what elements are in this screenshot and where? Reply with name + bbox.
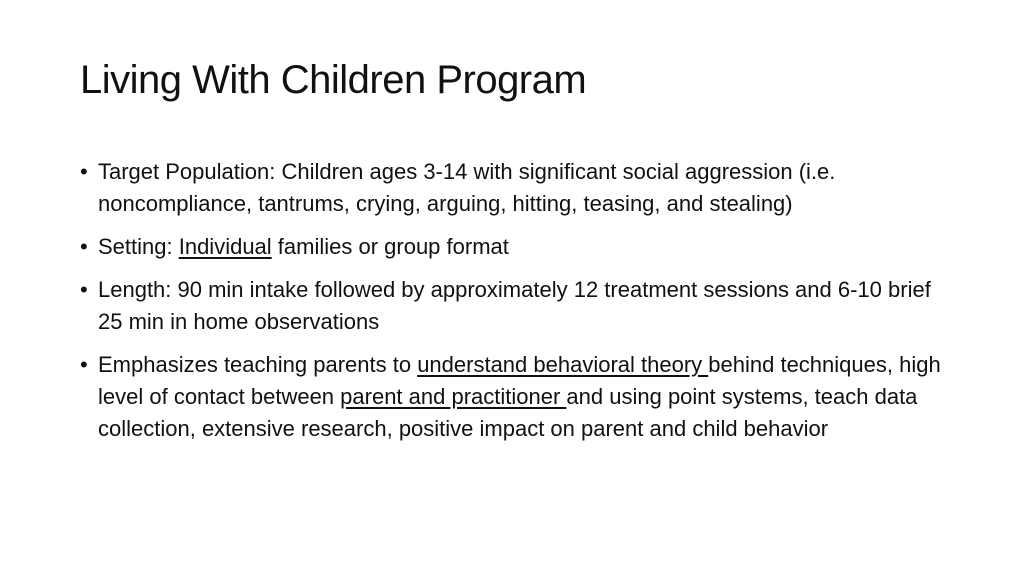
bullet-dot: •: [80, 352, 88, 377]
bullet-text: families or group format: [271, 234, 509, 259]
bullet-text: Setting:: [98, 234, 179, 259]
bullet-text: behind techniques, high level of contact between: [98, 352, 941, 409]
bullet-text: Length: 90 min intake followed by approximately 12 treatment sessions and 6-10 brief 25 min in home observations: [98, 277, 931, 334]
bullet-dot: •: [80, 277, 88, 302]
bullet-dot: •: [80, 159, 88, 184]
bullet-dot: •: [80, 234, 88, 259]
bullet-list: [80, 156, 960, 456]
underlined-text-behavioral-theory: understand behavioral theory: [417, 352, 709, 377]
slide-title: Living With Children Program: [80, 58, 587, 102]
underlined-text-parent-practitioner: parent and practitioner: [340, 384, 567, 409]
bullet-item-target-population: [80, 156, 960, 220]
bullet-text: and using point systems, teach data collection, extensive research, positive impact on parent and child behavior: [98, 384, 918, 441]
bullet-item-emphasizes: [80, 349, 960, 445]
bullet-item-setting: [80, 231, 960, 263]
bullet-text: Target Population: Children ages 3-14 with significant social aggression (i.e. noncompliance, tantrums, crying, arguing, hitting, teasing, and stealing): [98, 159, 836, 216]
underlined-text-individual: Individual: [178, 234, 272, 259]
bullet-text: Emphasizes teaching parents to: [98, 352, 418, 377]
bullet-item-length: [80, 274, 960, 338]
